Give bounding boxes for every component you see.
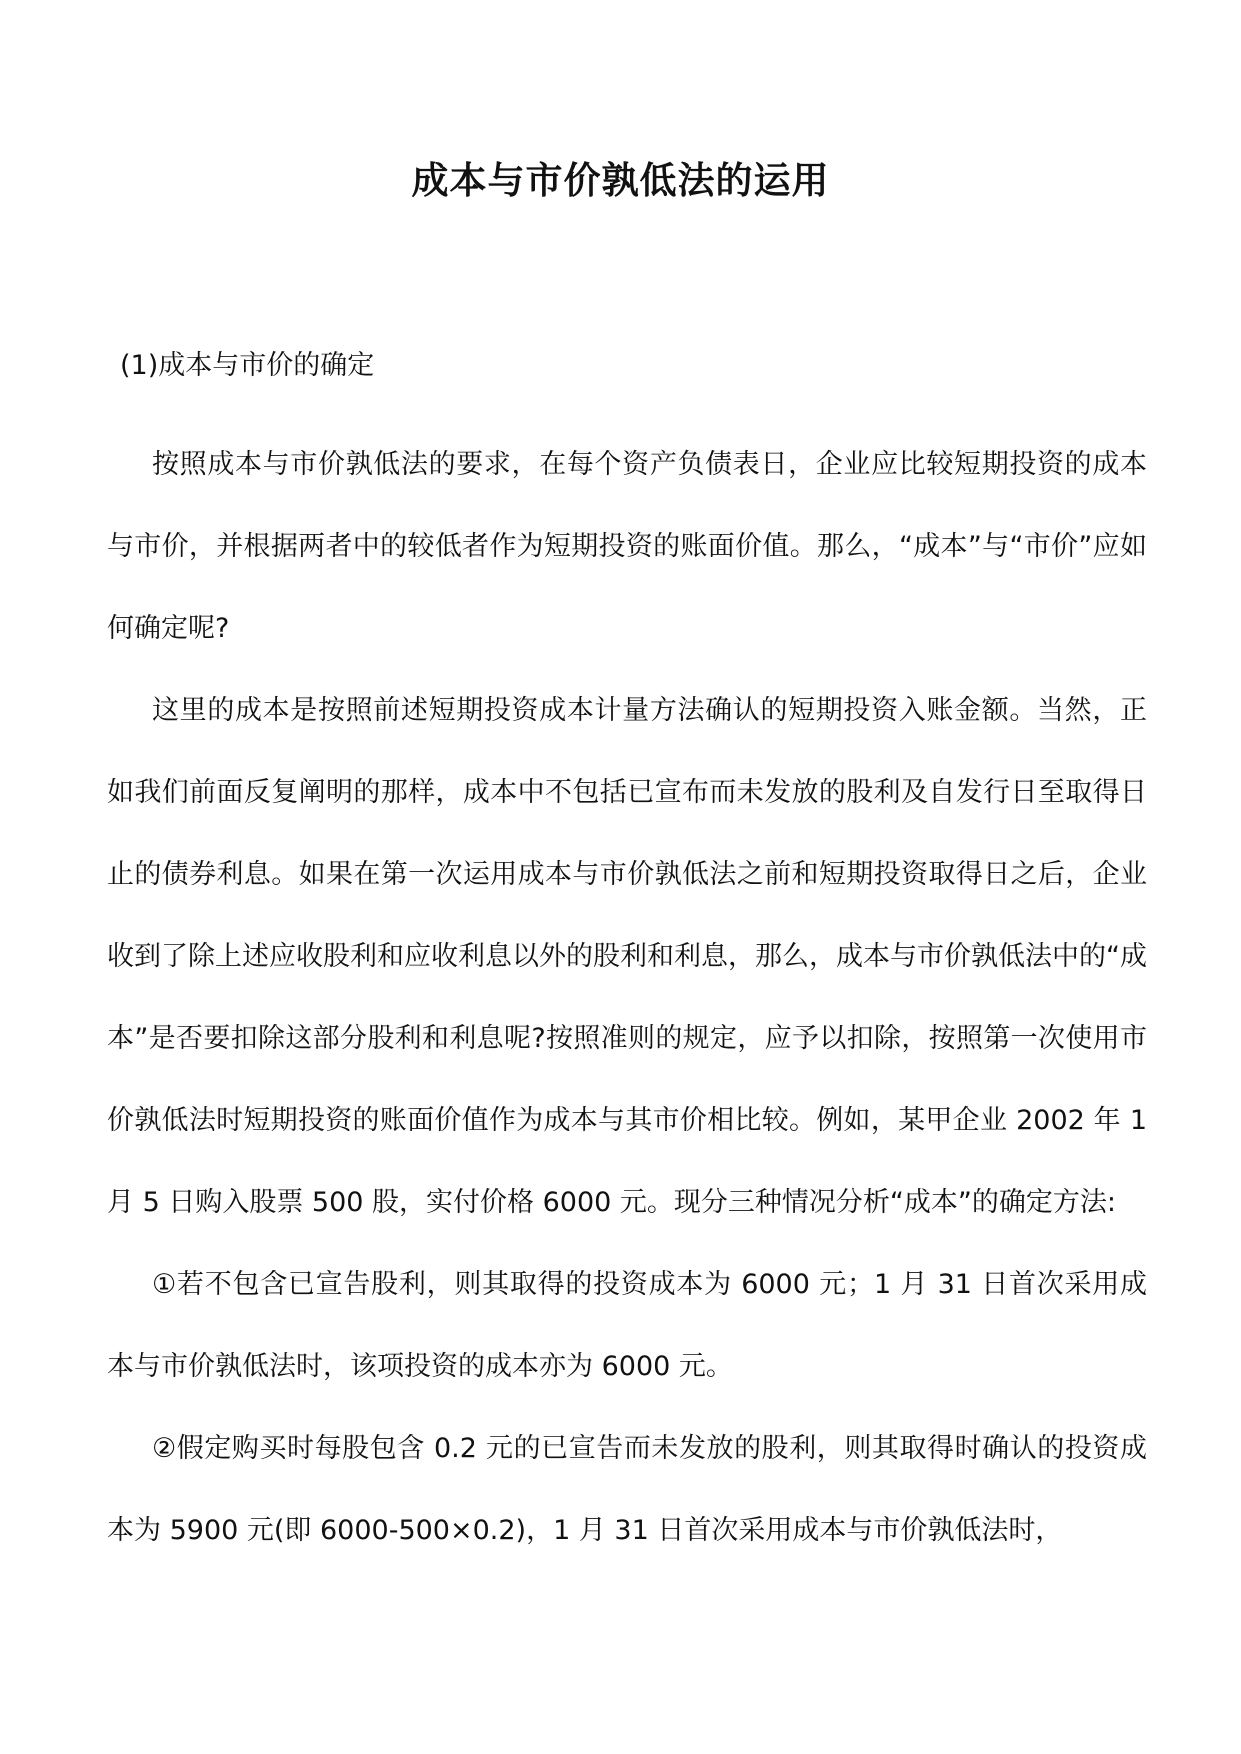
section-heading: (1)成本与市价的确定 [120,350,375,381]
document-title: 成本与市价孰低法的运用 [411,159,830,202]
document-body [107,424,1147,1572]
paragraph: ②假定购买时每股包含 0.2 元的已宣告而未发放的股利，则其取得时确认的投资成本为 5900 元(即 6000-500×0.2)，1 月 31 日首次采用成本与市价孰低法时， [107,1433,1147,1546]
paragraph: ①若不包含已宣告股利，则其取得的投资成本为 6000 元；1 月 31 日首次采用成本与市价孰低法时，该项投资的成本亦为 6000 元。 [107,1269,1147,1382]
paragraph: 按照成本与市价孰低法的要求，在每个资产负债表日，企业应比较短期投资的成本与市价，并根据两者中的较低者作为短期投资的账面价值。那么，“成本”与“市价”应如何确定呢? [107,449,1147,644]
paragraph: 这里的成本是按照前述短期投资成本计量方法确认的短期投资入账金额。当然，正如我们前面反复阐明的那样，成本中不包括已宣布而未发放的股利及自发行日至取得日止的债券利息。如果在第一次运用成本与市价孰低法之前和短期投资取得日之后，企业收到了除上述应收股利和应收利息以外的股利和利息，那么，成本与市价孰低法中的“成本”是否要扣除这部分股利和利息呢?按照准则的规定，应予以扣除，按照第一次使用市价孰低法时短期投资的账面价值作为成本与其市价相比较。例如，某甲企业 2002 年 1 月 5 日购入股票 500 股，实付价格 6000 元。现分三种情况分析“成本”的确定方法: [107,695,1147,1218]
